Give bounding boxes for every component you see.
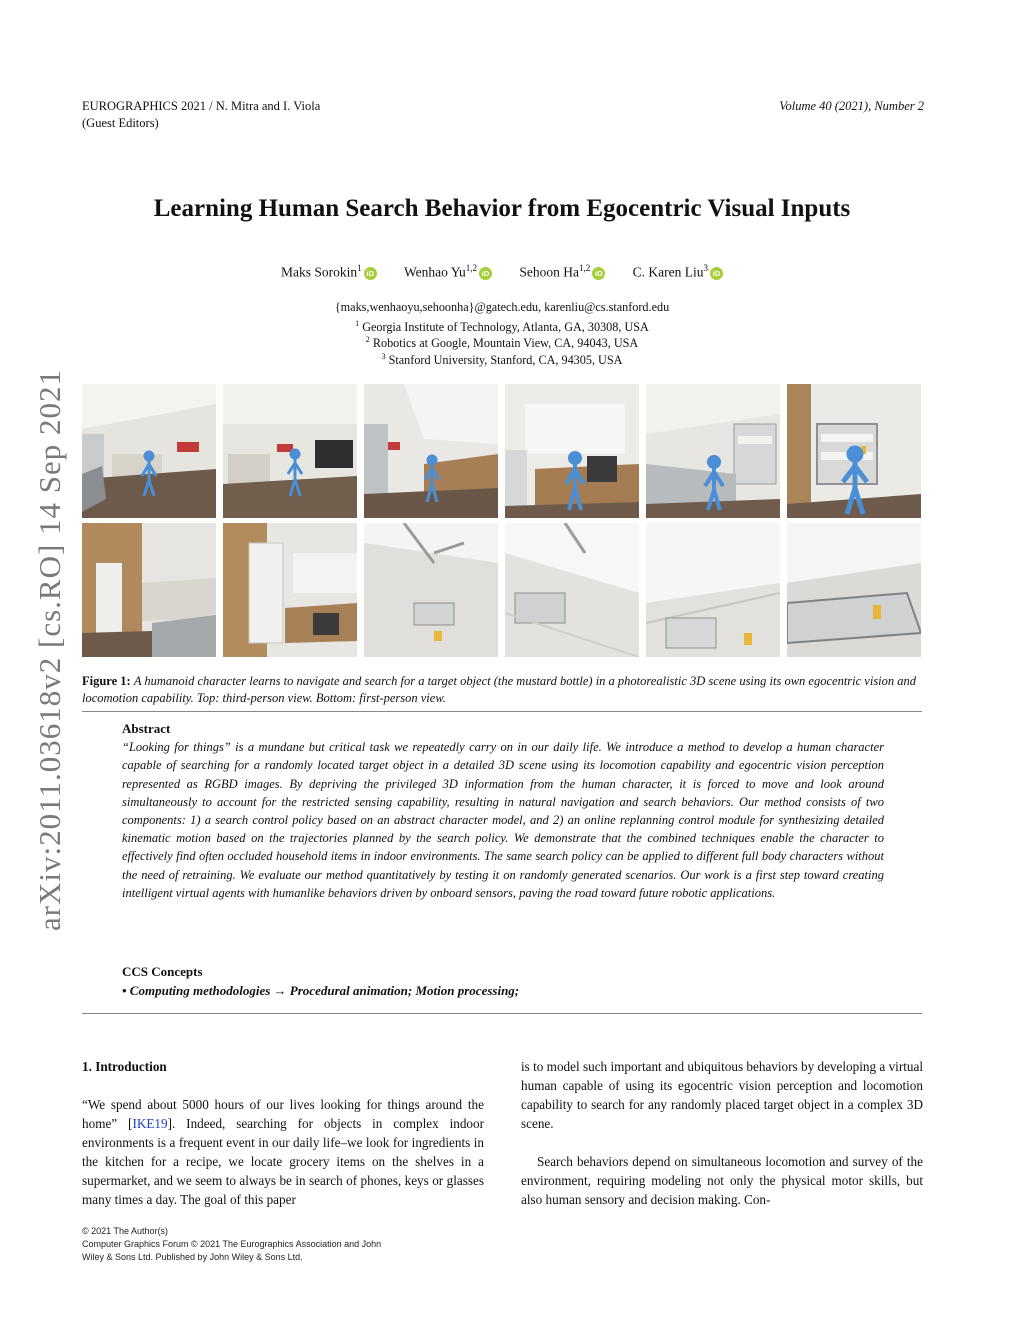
orcid-icon[interactable]: iD [479, 267, 492, 280]
ccs-heading: CCS Concepts [122, 964, 203, 979]
intro-right-column [521, 1057, 923, 1209]
figure-image-grid [82, 384, 922, 657]
author: Maks Sorokin$^1$ iD [281, 263, 377, 281]
affiliation: $^3$ Stanford University, Stanford, CA, 94305, USA [381, 352, 623, 368]
intro-paragraph: Search behaviors depend on simultaneous locomotion and survey of the environment, requiring modeling not only the physical motor skills, but also human sensory and decision making. Con- [521, 1154, 923, 1207]
third-person-view-frame [787, 384, 921, 518]
figure-caption [82, 673, 924, 707]
citation-link[interactable]: IKE19 [132, 1116, 168, 1131]
running-header-left [82, 98, 320, 132]
affiliation: $^1$ Georgia Institute of Technology, Atlanta, GA, 30308, USA [355, 319, 649, 335]
abstract-text: “Looking for things” is a mundane but critical task we repeatedly carry on in our daily life. We introduce a method to develop a human character capable of searching for a randomly located target object in a detailed 3D scene using its locomotion capability and egocentric vision perception represented as RGBD images. By depriving the privileged 3D information from the human character, it is forced to move and look around simultaneously to account for the restricted sensing capability, resulting in natural navigation and search behaviors. Our method consists of two components: 1) a search control policy based on an abstract character model, and 2) an online replanning control module for synthesizing detailed kinematic motion based on the trajectories planned by the search policy. We demonstrate that the combined techniques enable the character to effectively find often occluded household items in indoor environments. The same search policy can be applied to different full body characters without the need of retraining. We evaluate our method quantitatively by testing it on randomly generated scenarios. Our work is a first step toward creating intelligent virtual agents with humanlike behaviors driven by onboard sensors, paving the road toward future robotic applications. [122, 740, 884, 900]
volume-info: Volume 40 (2021), Number 2 [779, 99, 924, 113]
author-list [0, 263, 1004, 281]
divider [82, 711, 922, 712]
affiliation: $^2$ Robotics at Google, Mountain View, CA, 94043, USA [365, 335, 639, 351]
paper-title: Learning Human Search Behavior from Egocentric Visual Inputs [153, 195, 851, 222]
ccs-concepts [122, 962, 884, 1000]
section-heading: 1. Introduction [82, 1059, 167, 1074]
author-emails: {maks,wenhaoyu,sehoonha}@gatech.edu, karenliu@cs.stanford.edu [334, 300, 670, 314]
abstract-section [122, 720, 884, 902]
orcid-icon[interactable]: iD [592, 267, 605, 280]
conference-line: EUROGRAPHICS 2021 / N. Mitra and I. Viola [82, 99, 321, 113]
author: Wenhao Yu$^{1,2}$ iD [404, 263, 492, 281]
ccs-item: • Computing methodologies → Procedural animation; Motion processing; [122, 983, 520, 998]
copyright-footer: © 2021 The Author(s) Computer Graphics Forum © 2021 The Eurographics Association and John Wiley & Sons Ltd. Published by John Wiley & Sons Ltd. [82, 1226, 382, 1262]
orcid-icon[interactable]: iD [710, 267, 723, 280]
figure-caption-text: A humanoid character learns to navigate and search for a target object (the mustard bottle) in a photorealistic 3D scene using its own egocentric vision and locomotion capability. Top: third-person view. Bottom: first-person view. [82, 674, 917, 705]
intro-paragraph: “We spend about 5000 hours of our lives looking for things around the home” [IKE19]. Indeed, searching for objects in complex indoor environments is a frequent event in our daily life–we look for ingredients in the kitchen for a recipe, we locate grocery items on the shelves in a supermarket, and we seem to always be in search of phones, keys or glasses many times a day. The goal of this paper [82, 1097, 484, 1207]
divider [82, 1013, 922, 1014]
first-person-view-frame [223, 523, 357, 657]
orcid-icon[interactable]: iD [364, 267, 377, 280]
first-person-view-frame [646, 523, 780, 657]
first-person-view-frame [82, 523, 216, 657]
third-person-view-frame [646, 384, 780, 518]
abstract-heading: Abstract [122, 721, 171, 736]
third-person-view-frame [82, 384, 216, 518]
third-person-view-frame [505, 384, 639, 518]
editors-line: (Guest Editors) [82, 116, 159, 130]
third-person-view-frame [364, 384, 498, 518]
figure-label: Figure 1: [82, 674, 131, 688]
first-person-view-frame [505, 523, 639, 657]
third-person-view-frame [223, 384, 357, 518]
author: C. Karen Liu$^3$ iD [633, 263, 723, 281]
author: Sehoon Ha$^{1,2}$ iD [519, 263, 605, 281]
arxiv-stamp[interactable]: arXiv:2011.03618v2 [cs.RO] 14 Sep 2021 [32, 368, 67, 932]
intro-paragraph: is to model such important and ubiquitous behaviors by developing a virtual human capable of using its egocentric vision perception and locomotion capability to search for any randomly placed target object in a complex 3D scene. [521, 1059, 923, 1131]
first-person-view-frame [364, 523, 498, 657]
first-person-view-frame [787, 523, 921, 657]
intro-left-column [82, 1057, 484, 1209]
